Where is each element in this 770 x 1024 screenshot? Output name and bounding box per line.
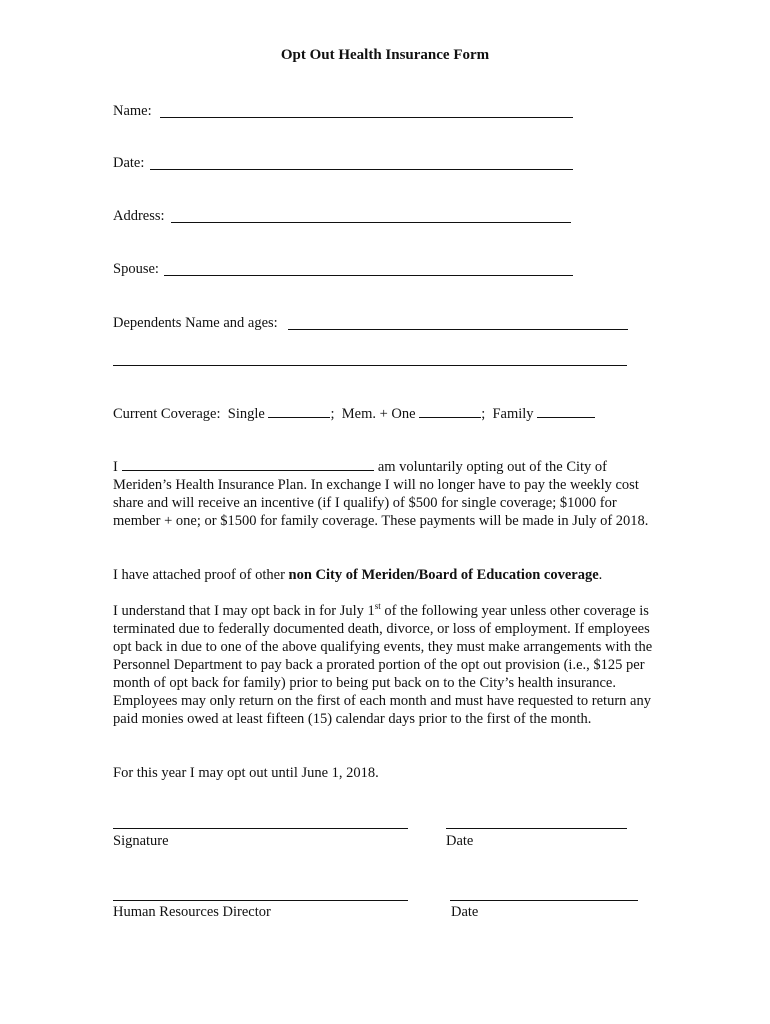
- opt-out-prefix: I: [113, 459, 118, 475]
- proof-paragraph: [113, 566, 661, 584]
- spouse-field-line[interactable]: [164, 275, 573, 276]
- hr-label: Human Resources Director: [113, 904, 271, 920]
- signature-label: Signature: [113, 833, 169, 849]
- date-label: Date:: [113, 155, 145, 171]
- understand-paragraph: [113, 602, 661, 728]
- hr-date-label: Date: [451, 904, 479, 920]
- hr-signature-line[interactable]: [113, 900, 408, 901]
- coverage-mem-one-label: Mem. + One: [341, 406, 416, 422]
- signature-date-label: Date: [446, 833, 474, 849]
- coverage-family-label: Family: [492, 406, 534, 422]
- coverage-row: Current Coverage: Single ; Mem. + One ; Family: [113, 405, 595, 423]
- dependents-field-line[interactable]: [288, 329, 628, 330]
- coverage-mem-one-blank[interactable]: [419, 405, 481, 418]
- address-label: Address:: [113, 208, 165, 224]
- understand-sup: st: [374, 601, 381, 612]
- hr-date-line[interactable]: [450, 900, 638, 901]
- name-label: Name:: [113, 103, 152, 119]
- proof-bold: non City of Meriden/Board of Education coverage: [288, 567, 599, 583]
- proof-suffix: .: [598, 567, 603, 583]
- spouse-label: Spouse:: [113, 261, 159, 277]
- deadline-text: For this year I may opt out until June 1, 2018.: [113, 765, 379, 781]
- understand-rest: of the following year unless other coverage is terminated due to federally documented death, divorce, or loss of employment. If employees opt back in due to one of the above qualifying events, they must make arrangements with the Personnel Department to pay back a prorated portion of the opt out provision (i.e., $125 per month of opt back for family) prior to being put back on to the City’s health insurance. Employees may only return on the first of each month and must have requested to return any paid monies owed at least fifteen (15) calendar days prior to the first of the month.: [113, 603, 653, 727]
- coverage-single-blank[interactable]: [268, 405, 330, 418]
- coverage-single-label: Single: [227, 406, 265, 422]
- dependents-field-line-2[interactable]: [113, 365, 627, 366]
- address-field-line[interactable]: [171, 222, 571, 223]
- opt-out-name-blank[interactable]: [122, 458, 374, 471]
- coverage-label: Current Coverage:: [113, 406, 221, 422]
- understand-prefix: I understand that I may opt back in for July 1: [113, 603, 375, 619]
- signature-line[interactable]: [113, 828, 408, 829]
- opt-out-paragraph: [113, 458, 661, 530]
- page-title: Opt Out Health Insurance Form: [280, 47, 490, 63]
- coverage-family-blank[interactable]: [537, 405, 595, 418]
- opt-out-line1-suffix: am voluntarily opting out of the City of: [377, 459, 607, 475]
- date-field-line[interactable]: [150, 169, 573, 170]
- opt-out-rest: Meriden’s Health Insurance Plan. In exchange I will no longer have to pay the weekly cost share and will receive an incentive (if I qualify) of $500 for single coverage; $1000 for member + one; or $1500 for family coverage. These payments will be made in July of 2018.: [113, 477, 649, 529]
- name-field-line[interactable]: [160, 117, 573, 118]
- dependents-label: Dependents Name and ages:: [113, 315, 278, 331]
- proof-prefix: I have attached proof of other: [113, 567, 289, 583]
- signature-date-line[interactable]: [446, 828, 627, 829]
